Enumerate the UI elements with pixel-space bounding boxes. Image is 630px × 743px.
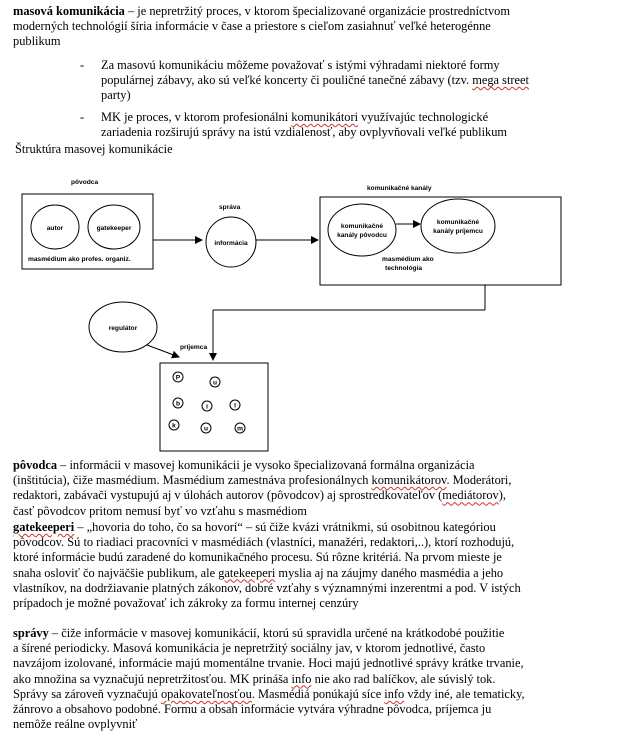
spravy-line7: nemôže reálne ovplyvniť	[13, 717, 138, 732]
kanaly-povodcu-label-1: komunikačné	[340, 223, 384, 230]
masmedium-prof-label: masmédium ako profes. organiz.	[28, 256, 131, 263]
bullet2-line2: zariadenia rozširujú správy na istú vzdialenosť, aby ovplyvňovali veľké publikum	[101, 125, 508, 140]
spravy-line1: – čiže informácie v masovej komunikácií, ktorú sú spravidla určené na krátkodobé použitie	[48, 626, 505, 640]
mass-communication-diagram	[0, 160, 630, 455]
povodca-line3b: mediátorov	[442, 488, 499, 503]
kanaly-label: komunikačné kanály	[367, 185, 432, 192]
bullet-marker: -	[80, 58, 85, 72]
intro-line1: – je nepretržitý proces, v ktorom špecializované organizácie prostredníctvom	[124, 4, 511, 18]
spravy-line4a: ako množina sa vyznačujú nepretržitosťou. MK prináša	[13, 671, 292, 686]
spravy-term: správy	[13, 626, 49, 640]
spravy-line6: žánrovo a obsahovo podobné. Formu a obsah informácie vytvára výhradne pôvodca, príjemca ju	[13, 702, 492, 717]
spravy-line5e: vždy iné, ale tematicky,	[404, 686, 525, 701]
povodca-line3a: redaktori, zabávači vystupujú aj v úlohách autorov (pôvodcov) aj sprostredkovateľov (	[13, 488, 443, 503]
masmedium-tech-label-1: masmédium ako	[382, 256, 434, 263]
masmedium-tech-label-2: technológia	[385, 265, 422, 272]
bullet-marker: -	[80, 110, 85, 124]
bullet1-line3: party)	[101, 88, 131, 103]
kanaly-prijemcu-circle	[421, 199, 495, 253]
povodca-label: pôvodca	[71, 179, 99, 186]
spravy-line5b: opakovateľnosťou	[160, 686, 252, 701]
povodca-term: pôvodca	[13, 458, 58, 472]
spravy-line3: navzájom izolované, informácie majú momentálne trvanie. Hoci majú jednotlivé správy krátke trvanie,	[13, 656, 524, 671]
bullet1-line2a: populárnej zábavy, ako sú veľké koncerty či pouličné tanečné zábavy (tzv.	[101, 73, 473, 88]
intro-paragraph	[13, 4, 613, 50]
bullet-item-1	[101, 58, 612, 104]
bullet2-line1a: MK je proces, v ktorom profesionálni	[101, 110, 292, 124]
arrow-regulator	[147, 345, 179, 357]
spravy-line4c: nie ako rad balíčkov, ale súvislý tok.	[311, 671, 496, 686]
povodca-line2a: (inštitúcia), čiže masmédium. Masmédium zamestnáva profesionálnych	[13, 473, 372, 488]
audience-letter: l	[234, 402, 236, 410]
prijemca-label: príjemca	[180, 344, 208, 351]
bullet2-line1b: komunikátori	[291, 110, 359, 124]
structure-heading: Štruktúra masovej komunikácie	[15, 142, 173, 156]
bullet2-line1c: využívajúc technologické	[358, 110, 489, 124]
intro-term: masová komunikácia	[13, 4, 125, 18]
audience-letter: P	[175, 374, 181, 382]
povodca-line2b: komunikátorov	[371, 473, 447, 488]
audience-letter: u	[203, 425, 209, 433]
gatekeeper-label: gatekeeper	[96, 225, 132, 232]
gatekeeperi-line4a: snaha osloviť čo najväčšie publikum, ale	[13, 565, 219, 580]
audience-letter: m	[237, 425, 243, 433]
audience-letter: u	[212, 379, 218, 387]
povodca-line4: časť pôvodcov pritom nemusí byť vo vzťahu s masmédiom	[13, 503, 307, 518]
intro-line3: publikum	[13, 34, 61, 49]
gatekeeperi-line1: – „hovoria do toho, čo sa hovorí“ – sú čiže kvázi vrátnikmi, sú osobitnou kategóriou	[74, 520, 496, 534]
bullet1-line1: Za masovú komunikáciu môžeme považovať s istými výhradami niektoré formy	[101, 58, 500, 72]
autor-label: autor	[46, 225, 64, 232]
kanaly-povodcu-label-2: kanály pôvodcu	[337, 232, 387, 239]
povodca-paragraph	[13, 458, 613, 519]
gatekeeperi-line4c: myslia aj na záujmy daného masmédia a jeho	[275, 565, 504, 580]
gatekeeperi-term: gatekeeperi	[13, 520, 75, 534]
bullet-item-2	[101, 110, 612, 140]
spravy-paragraph	[13, 626, 613, 732]
gatekeeperi-line3: ktoré informácie budú zaradené do komunikačného procesu. Sú rôzne kritériá. Na prvom mieste je	[13, 550, 502, 565]
povodca-line3c: ),	[498, 488, 506, 503]
kanaly-povodcu-circle	[328, 204, 396, 256]
bullet1-line2b: mega street	[472, 73, 529, 88]
gatekeeperi-paragraph	[13, 520, 613, 611]
kanaly-prijemcu-label-1: komunikačné	[436, 219, 480, 226]
sprava-label: správa	[219, 204, 241, 211]
spravy-line2: a šírené periodicky. Masová komunikácia je nepretržitý sociálny jav, v ktorom jednotlivé, často	[13, 641, 486, 656]
gatekeeperi-line4b: gatekeeperi	[218, 565, 276, 580]
spravy-line5a: Správy sa zároveň vyznačujú	[13, 686, 161, 701]
audience-letter: i	[206, 403, 208, 411]
povodca-line2c: . Moderátori,	[446, 473, 512, 488]
gatekeeperi-line5: vlastníkov, na dodržiavanie platných zákonov, dobré vzťahy s významnými inzerentmi a pod. V istých	[13, 580, 521, 595]
spravy-line4b: info	[291, 671, 312, 686]
intro-line2: moderných technológií šíria informácie v čase a priestore s cieľom zasiahnuť veľké heterogénne	[13, 19, 491, 34]
spravy-line5c: . Masmédiá ponúkajú síce	[251, 686, 385, 701]
kanaly-box	[320, 197, 561, 285]
audience-letter: b	[175, 400, 181, 408]
gatekeeperi-line2: pôvodcov. Sú to riadiaci pracovníci v masmédiách (vlastníci, manažéri, redaktori,..), ktorí rozhodujú,	[13, 535, 515, 550]
spravy-line5d: info	[384, 686, 405, 701]
gatekeeperi-line6: prípadoch je možné považovať ich zákroky za formu internej cenzúry	[13, 596, 359, 611]
regulator-label: regulátor	[108, 325, 138, 332]
audience-letter: k	[172, 422, 176, 430]
povodca-line1: – informácii v masovej komunikácii je vysoko špecializovaná formálna organizácia	[57, 458, 475, 472]
kanaly-prijemcu-label-2: kanály príjemcu	[433, 228, 483, 235]
informacia-label: informácia	[214, 240, 248, 247]
audience-members	[169, 372, 245, 433]
